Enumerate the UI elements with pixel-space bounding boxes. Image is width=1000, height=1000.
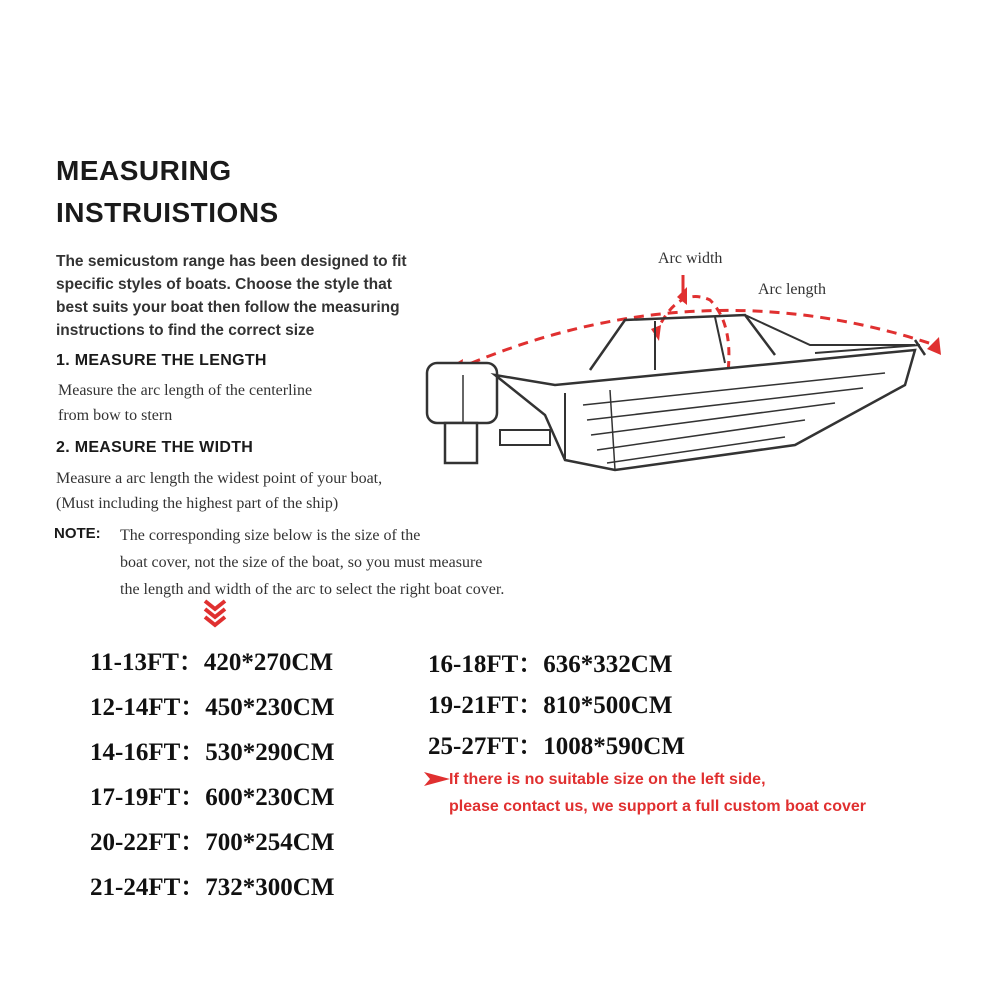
- size-row: [428, 726, 685, 767]
- step1-line: Measure the arc length of the centerline: [58, 382, 313, 399]
- title-line-1: MEASURING: [56, 155, 232, 186]
- intro-paragraph: [56, 250, 476, 342]
- size-dims: 600*230CM: [205, 784, 335, 811]
- custom-size-note: [449, 766, 866, 820]
- note-line: the length and width of the arc to select the right boat cover.: [120, 581, 505, 598]
- contact-line: please contact us, we support a full custom boat cover: [449, 798, 866, 815]
- size-row: [428, 685, 685, 726]
- step2-line: (Must including the highest part of the ship): [56, 495, 339, 512]
- size-range: 11-13FT：: [90, 649, 204, 676]
- size-row: [90, 867, 334, 912]
- boat-illustration: [415, 245, 955, 490]
- sizes-right-column: [428, 644, 685, 767]
- size-row: [90, 777, 334, 822]
- outboard-motor: [427, 363, 497, 423]
- size-dims: 700*254CM: [205, 829, 335, 856]
- size-range: 21-24FT：: [90, 874, 206, 901]
- size-row: [90, 732, 334, 777]
- step2-line: Measure a arc length the widest point of your boat,: [56, 470, 383, 487]
- size-dims: 810*500CM: [543, 692, 673, 719]
- size-row: [428, 644, 685, 685]
- size-dims: 420*270CM: [203, 649, 334, 676]
- step1-heading: 1. MEASURE THE LENGTH: [56, 352, 267, 369]
- size-dims: 636*332CM: [543, 651, 673, 678]
- size-range: 25-27FT：: [428, 733, 544, 760]
- intro-line: specific styles of boats. Choose the style that: [56, 276, 392, 293]
- page-title: [56, 155, 279, 229]
- windshield-frame: [590, 315, 775, 370]
- note-label: NOTE:: [54, 525, 101, 542]
- size-range: 16-18FT：: [428, 651, 544, 678]
- arrow-right-icon: [424, 770, 450, 788]
- size-dims: 530*290CM: [205, 739, 335, 766]
- boat-hull: [495, 350, 915, 470]
- size-row: [90, 642, 334, 687]
- size-dims: 1008*590CM: [543, 733, 685, 760]
- step1-text: [58, 378, 312, 428]
- size-range: 19-21FT：: [428, 692, 544, 719]
- intro-line: The semicustom range has been designed to fit: [56, 253, 407, 270]
- title-line-2: INSTRUISTIONS: [56, 197, 279, 228]
- step2-heading: 2. MEASURE THE WIDTH: [56, 439, 254, 456]
- note-line: The corresponding size below is the size of the: [120, 527, 421, 544]
- size-dims: 450*230CM: [205, 694, 335, 721]
- arc-length-label: Arc length: [758, 281, 826, 298]
- step2-text: [56, 466, 382, 516]
- intro-line: best suits your boat then follow the measuring: [56, 299, 400, 316]
- size-row: [90, 687, 334, 732]
- size-range: 12-14FT：: [90, 694, 206, 721]
- arc-length-arrow-right: [927, 337, 941, 355]
- note-line: boat cover, not the size of the boat, so you must measure: [120, 554, 483, 571]
- boat-diagram: [415, 245, 955, 490]
- arc-width-label: Arc width: [658, 250, 723, 267]
- chevron-down-icon: [202, 598, 228, 628]
- size-dims: 732*300CM: [205, 874, 335, 901]
- size-range: 17-19FT：: [90, 784, 206, 811]
- arc-width-line: [655, 297, 729, 380]
- intro-line: instructions to find the correct size: [56, 322, 315, 339]
- note-text: [120, 522, 504, 603]
- size-range: 14-16FT：: [90, 739, 206, 766]
- sizes-left-column: [90, 642, 334, 912]
- size-range: 20-22FT：: [90, 829, 206, 856]
- step1-line: from bow to stern: [58, 407, 173, 424]
- size-row: [90, 822, 334, 867]
- contact-line: If there is no suitable size on the left side,: [449, 771, 766, 788]
